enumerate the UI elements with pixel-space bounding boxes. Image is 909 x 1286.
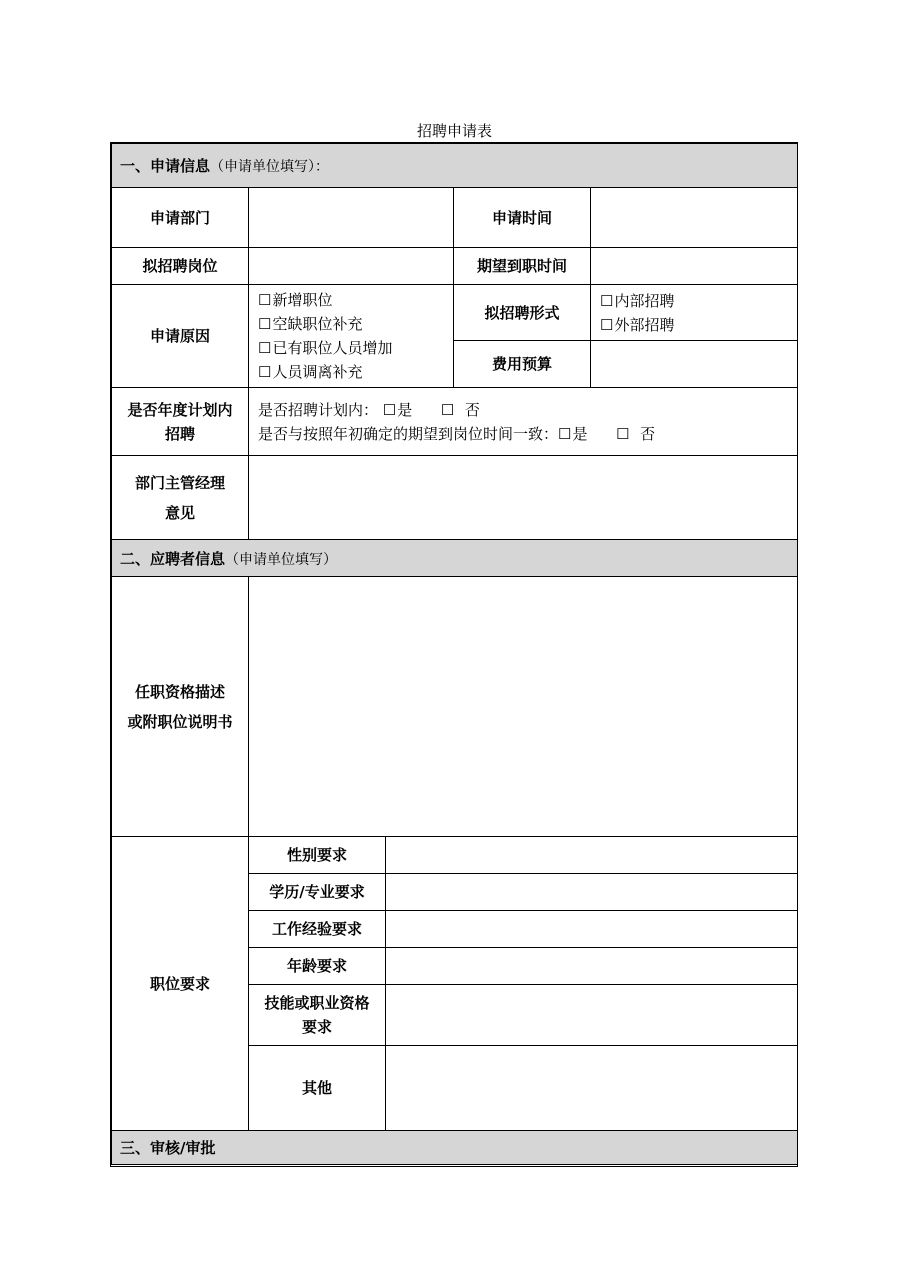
recruitment-application-form bbox=[110, 142, 798, 1167]
section-header-candidate-info bbox=[112, 540, 798, 577]
section-heading: 三、审核/审批 bbox=[120, 1139, 216, 1157]
requirement-skills-field[interactable] bbox=[386, 985, 798, 1046]
checkbox-icon[interactable]: ☐ bbox=[600, 291, 614, 310]
form-title: 招聘申请表 bbox=[416, 122, 492, 140]
qualification-label: 任职资格描述 或附职位说明书 bbox=[112, 577, 249, 837]
requirement-gender-label: 性别要求 bbox=[249, 837, 386, 874]
checkbox-icon[interactable]: ☐ bbox=[258, 339, 272, 357]
checkbox-icon[interactable]: ☐ bbox=[382, 400, 397, 419]
annual-plan-options bbox=[249, 388, 798, 456]
budget-label: 费用预算 bbox=[454, 341, 591, 388]
requirement-other-field[interactable] bbox=[386, 1046, 798, 1131]
requirement-experience-label: 工作经验要求 bbox=[249, 911, 386, 948]
reason-label: 申请原因 bbox=[112, 285, 249, 388]
form-table bbox=[111, 143, 798, 1165]
reason-option-new[interactable]: ☐新增职位 bbox=[258, 291, 333, 309]
expected-date-field[interactable] bbox=[591, 248, 798, 285]
checkbox-icon[interactable]: ☐ bbox=[258, 315, 272, 333]
requirement-gender-field[interactable] bbox=[386, 837, 798, 874]
in-plan-question: 是否招聘计划内： ☐是 ☐ 否 bbox=[258, 400, 480, 419]
apply-dept-label: 申请部门 bbox=[112, 188, 249, 248]
expected-date-label: 期望到职时间 bbox=[454, 248, 591, 285]
checkbox-icon[interactable]: ☐ bbox=[258, 291, 272, 309]
apply-dept-field[interactable] bbox=[249, 188, 454, 248]
section-note: （申请单位填写）： bbox=[210, 159, 330, 175]
checkbox-icon[interactable]: ☐ bbox=[616, 424, 630, 443]
section-note: （申请单位填写） bbox=[225, 551, 338, 568]
section-heading: 一、申请信息 bbox=[120, 157, 211, 175]
checkbox-icon[interactable]: ☐ bbox=[600, 315, 614, 334]
reason-option-transfer[interactable]: ☐人员调离补充 bbox=[258, 363, 363, 381]
reason-option-vacancy[interactable]: ☐空缺职位补充 bbox=[258, 315, 363, 333]
checkbox-icon[interactable]: ☐ bbox=[258, 363, 272, 381]
requirement-experience-field[interactable] bbox=[386, 911, 798, 948]
apply-time-field[interactable] bbox=[591, 188, 798, 248]
position-label: 拟招聘岗位 bbox=[112, 248, 249, 285]
requirement-age-field[interactable] bbox=[386, 948, 798, 985]
requirement-skills-label: 技能或职业资格 要求 bbox=[249, 985, 386, 1046]
manager-opinion-field[interactable] bbox=[249, 456, 798, 540]
recruit-form-external[interactable]: ☐外部招聘 bbox=[600, 315, 675, 334]
checkbox-icon[interactable]: ☐ bbox=[440, 400, 455, 419]
requirement-other-label: 其他 bbox=[249, 1046, 386, 1131]
reason-options bbox=[249, 285, 454, 388]
section-heading: 二、应聘者信息 bbox=[120, 549, 226, 568]
position-field[interactable] bbox=[249, 248, 454, 285]
qualification-field[interactable] bbox=[249, 577, 798, 837]
requirement-education-field[interactable] bbox=[386, 874, 798, 911]
budget-field[interactable] bbox=[591, 341, 798, 388]
on-time-question: 是否与按照年初确定的期望到岗位时间一致：☐是 ☐ 否 bbox=[258, 424, 656, 443]
apply-time-label: 申请时间 bbox=[454, 188, 591, 248]
annual-plan-label: 是否年度计划内 招聘 bbox=[112, 388, 249, 456]
section-header-approval bbox=[112, 1131, 798, 1165]
recruit-form-internal[interactable]: ☐内部招聘 bbox=[600, 291, 675, 310]
recruit-form-label: 拟招聘形式 bbox=[454, 285, 591, 341]
manager-opinion-label: 部门主管经理 意见 bbox=[112, 456, 249, 540]
requirement-education-label: 学历/专业要求 bbox=[249, 874, 386, 911]
reason-option-increase[interactable]: ☐已有职位人员增加 bbox=[258, 339, 393, 357]
recruit-form-options bbox=[591, 285, 798, 341]
section-header-apply-info bbox=[112, 144, 798, 188]
checkbox-icon[interactable]: ☐ bbox=[558, 424, 572, 443]
requirements-label: 职位要求 bbox=[112, 837, 249, 1131]
requirement-age-label: 年龄要求 bbox=[249, 948, 386, 985]
